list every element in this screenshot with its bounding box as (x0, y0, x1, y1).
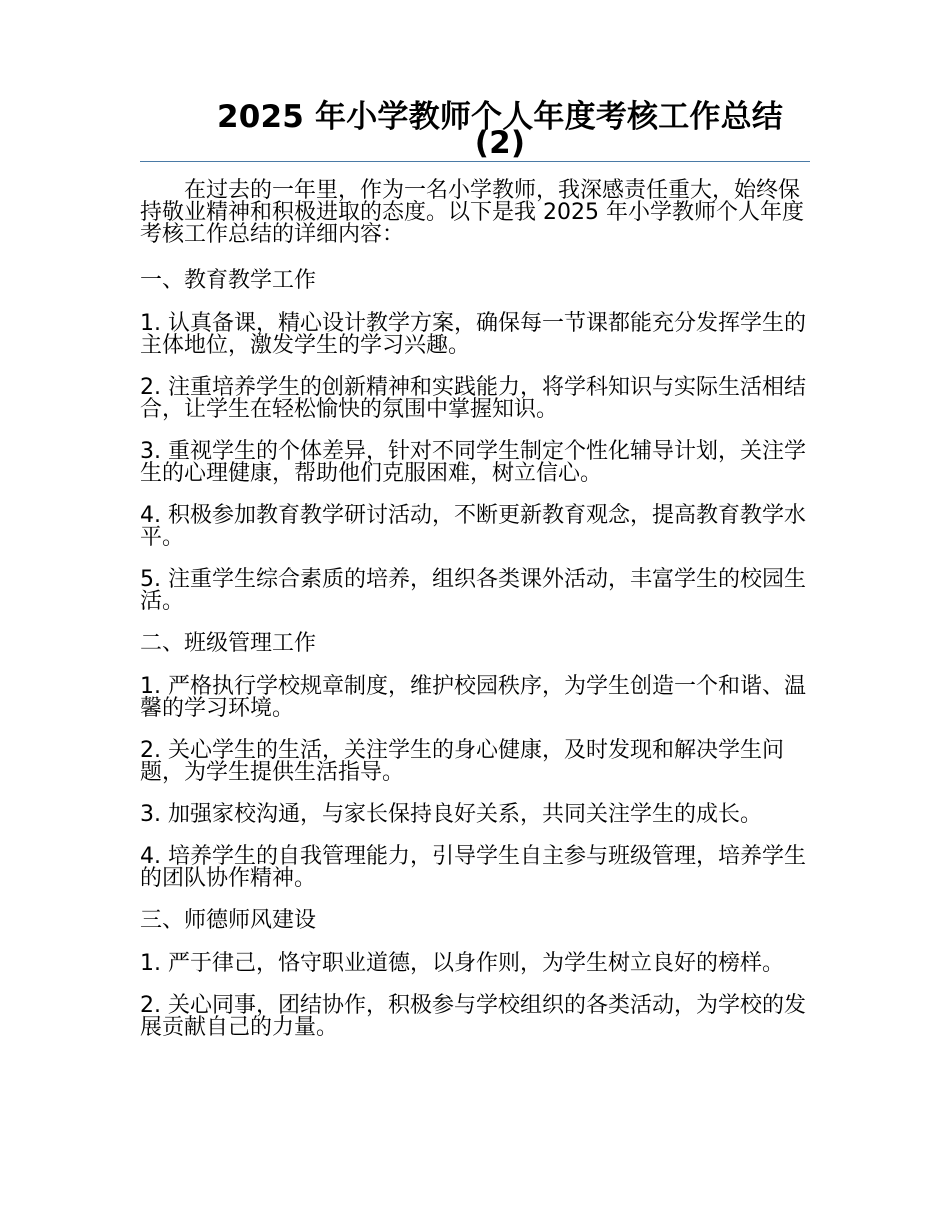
list-item: 2. 注重培养学生的创新精神和实践能力，将学科知识与实际生活相结合，让学生在轻松愉快的氛围中掌握知识。 (140, 375, 806, 422)
list-item: 1. 严于律己，恪守职业道德，以身作则，为学生树立良好的榜样。 (140, 951, 784, 976)
section-heading-class-management: 二、班级管理工作 (140, 631, 317, 656)
list-item: 2. 关心同事，团结协作，积极参与学校组织的各类活动，为学校的发展贡献自己的力量。 (140, 993, 806, 1040)
list-item: 3. 加强家校沟通，与家长保持良好关系，共同关注学生的成长。 (140, 802, 762, 827)
title-divider (140, 161, 810, 162)
list-item: 5. 注重学生综合素质的培养，组织各类课外活动，丰富学生的校园生活。 (140, 567, 806, 614)
document-title: 2025 年小学教师个人年度考核工作总结 (2) (216, 99, 784, 161)
section-heading-teaching: 一、教育教学工作 (140, 268, 317, 293)
intro-paragraph: 在过去的一年里，作为一名小学教师，我深感责任重大，始终保持敬业精神和积极进取的态度。以下是我 2025 年小学教师个人年度考核工作总结的详细内容： (140, 178, 804, 247)
list-item: 3. 重视学生的个体差异，针对不同学生制定个性化辅导计划，关注学生的心理健康，帮助他们克服困难，树立信心。 (140, 439, 806, 486)
list-item: 1. 严格执行学校规章制度，维护校园秩序，为学生创造一个和谐、温馨的学习环境。 (140, 674, 806, 721)
list-item: 1. 认真备课，精心设计教学方案，确保每一节课都能充分发挥学生的主体地位，激发学生的学习兴趣。 (140, 311, 806, 358)
document-body (140, 180, 810, 1059)
list-item: 4. 培养学生的自我管理能力，引导学生自主参与班级管理，培养学生的团队协作精神。 (140, 844, 806, 891)
section-heading-ethics: 三、师德师风建设 (140, 908, 317, 933)
list-item: 4. 积极参加教育教学研讨活动，不断更新教育观念，提高教育教学水平。 (140, 503, 806, 550)
list-item: 2. 关心学生的生活，关注学生的身心健康，及时发现和解决学生问题，为学生提供生活指导。 (140, 738, 784, 785)
